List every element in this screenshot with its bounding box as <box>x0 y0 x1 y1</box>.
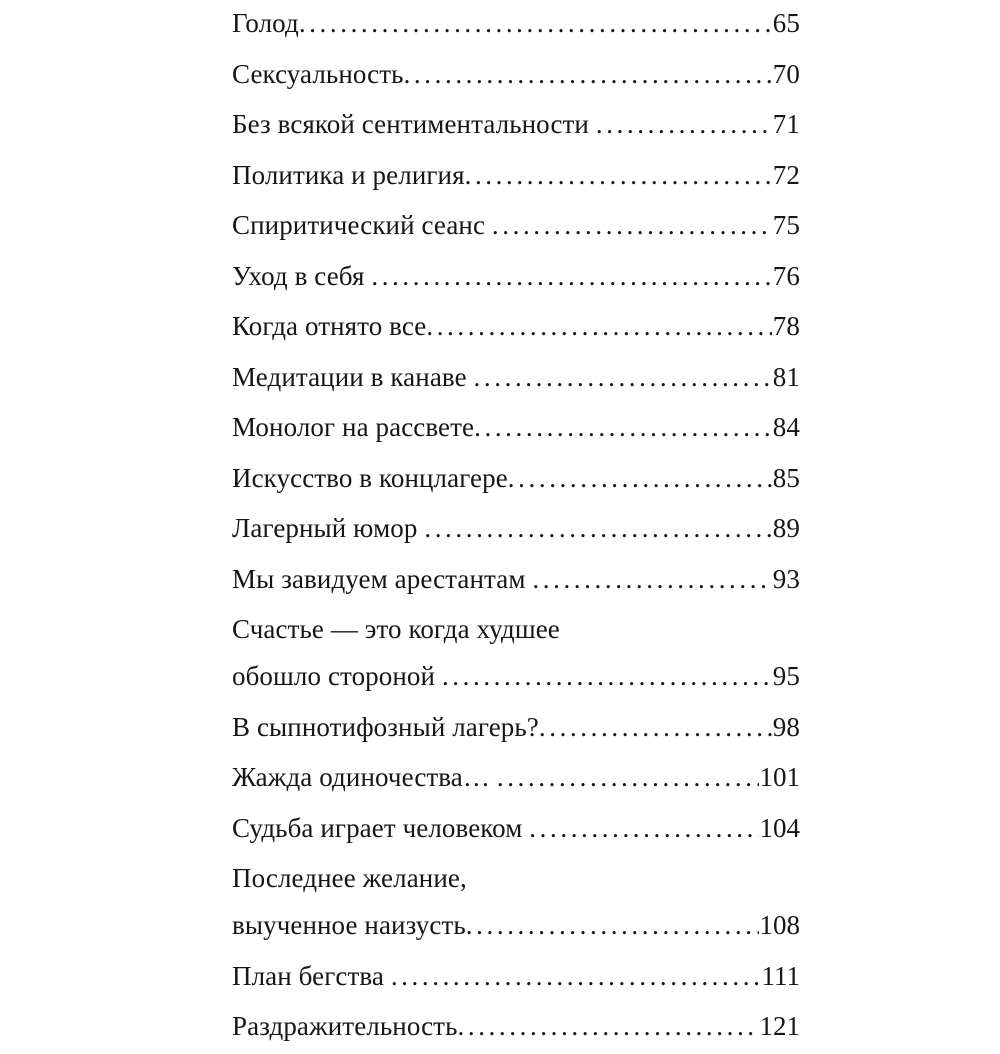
toc-entry-title: Спиритический сеанс <box>232 210 486 240</box>
toc-entry[interactable] <box>232 1003 800 1050</box>
toc-dot-leader <box>371 263 771 290</box>
toc-dot-leader <box>539 714 772 741</box>
toc-entry[interactable] <box>232 404 800 451</box>
toc-entry[interactable] <box>232 704 800 751</box>
toc-entry[interactable] <box>232 303 800 350</box>
toc-dot-leader <box>426 313 771 340</box>
toc-page-number[interactable]: 76 <box>772 260 800 291</box>
toc-entry-line <box>232 953 800 1000</box>
toc-entry[interactable] <box>232 455 800 502</box>
toc-entry-title: Лагерный юмор <box>232 513 418 543</box>
toc-dot-leader <box>532 566 771 593</box>
toc-entry[interactable] <box>232 101 800 148</box>
toc-dot-leader <box>424 515 771 542</box>
toc-entry-title: Уход в себя <box>232 260 365 291</box>
toc-dot-leader <box>497 764 759 791</box>
toc-entry[interactable] <box>232 202 800 249</box>
toc-entry[interactable] <box>232 556 800 603</box>
toc-entry-title: Медитации в канаве <box>232 361 467 392</box>
toc-entry-line <box>232 1003 800 1050</box>
toc-page-number[interactable]: 98 <box>772 711 800 742</box>
toc-entry[interactable] <box>232 253 800 300</box>
toc-dot-leader <box>474 414 772 441</box>
toc-dot-leader <box>474 364 772 391</box>
toc-entry[interactable] <box>232 354 800 401</box>
toc-entry[interactable] <box>232 152 800 199</box>
toc-entry-line <box>232 101 800 148</box>
toc-dot-leader <box>466 912 759 939</box>
toc-dot-leader <box>465 162 772 189</box>
toc-entry-line <box>232 754 800 801</box>
toc-entry-line <box>232 152 800 199</box>
toc-dot-leader <box>391 963 761 990</box>
toc-entry-title: Жажда одиночества… <box>232 762 490 792</box>
toc-entry-title: Раздражительность <box>232 1011 458 1041</box>
toc-entry-list <box>232 0 800 1054</box>
toc-entry[interactable] <box>232 805 800 852</box>
toc-dot-leader <box>529 815 758 842</box>
toc-page-number[interactable]: 93 <box>772 563 800 594</box>
toc-page-number[interactable]: 78 <box>772 311 800 341</box>
toc-entry-line <box>232 653 800 700</box>
toc-entry-line <box>232 404 800 451</box>
toc-page-number[interactable]: 71 <box>772 109 800 139</box>
toc-entry-line <box>232 455 800 502</box>
toc-entry-line <box>232 303 800 350</box>
toc-dot-leader <box>596 111 772 138</box>
toc-entry-line <box>232 51 800 98</box>
toc-entry-line <box>232 556 800 603</box>
toc-entry[interactable] <box>232 505 800 552</box>
toc-dot-leader <box>299 10 772 37</box>
toc-entry-title: В сыпнотифозный лагерь? <box>232 711 539 742</box>
toc-entry[interactable] <box>232 51 800 98</box>
toc-dot-leader <box>442 663 772 690</box>
toc-entry-title: Без всякой сентиментальности <box>232 109 589 139</box>
toc-entry-title: Голод <box>232 8 299 38</box>
toc-page-number[interactable]: 121 <box>759 1011 800 1041</box>
toc-dot-leader <box>458 1013 759 1040</box>
toc-dot-leader <box>404 61 772 88</box>
toc-page-number[interactable]: 108 <box>759 910 800 940</box>
toc-entry[interactable] <box>232 953 800 1000</box>
toc-page-number[interactable]: 89 <box>772 513 800 543</box>
toc-entry[interactable] <box>232 754 800 801</box>
toc-entry-title: Монолог на рассвете <box>232 412 475 442</box>
toc-entry-line <box>232 253 800 300</box>
toc-entry-title-line: Последнее желание, <box>232 863 467 893</box>
toc-entry-title: выученное наизусть <box>232 910 466 940</box>
toc-entry-title-line: Счастье — это когда худшее <box>232 614 560 644</box>
toc-entry-line <box>232 902 800 949</box>
toc-entry[interactable] <box>232 606 800 700</box>
toc-page-number[interactable]: 70 <box>772 58 800 89</box>
toc-entry-title: Когда отнято все <box>232 311 427 341</box>
toc-page-number[interactable]: 72 <box>772 159 800 190</box>
toc-entry[interactable] <box>232 855 800 949</box>
toc-entry-line <box>232 202 800 249</box>
toc-entry-line <box>232 505 800 552</box>
toc-entry-line <box>232 354 800 401</box>
toc-dot-leader <box>508 465 772 492</box>
toc-page-number[interactable]: 95 <box>772 661 800 691</box>
toc-page-number[interactable]: 111 <box>761 960 800 991</box>
toc-page-number[interactable]: 101 <box>759 762 800 792</box>
toc-entry-title: Политика и религия <box>232 159 465 190</box>
toc-page-number[interactable]: 85 <box>772 462 800 493</box>
toc-entry-line <box>232 0 800 47</box>
toc-entry-title: План бегства <box>232 960 384 991</box>
toc-page-number[interactable]: 104 <box>759 812 800 843</box>
toc-page-number[interactable]: 75 <box>772 210 800 240</box>
toc-page-number[interactable]: 84 <box>772 412 800 442</box>
toc-entry-title: Сексуальность <box>232 58 404 89</box>
toc-page-number[interactable]: 81 <box>772 361 800 392</box>
toc-entry-line <box>232 704 800 751</box>
toc-dot-leader <box>492 212 772 239</box>
toc-page-number[interactable]: 65 <box>772 8 800 38</box>
toc-entry-title: Мы завидуем арестантам <box>232 563 526 594</box>
toc-entry[interactable] <box>232 0 800 47</box>
toc-entry-line <box>232 805 800 852</box>
toc-entry-title: обошло стороной <box>232 661 436 691</box>
toc-entry-title: Судьба играет человеком <box>232 812 523 843</box>
toc-entry-title: Искусство в концлагере <box>232 462 508 493</box>
